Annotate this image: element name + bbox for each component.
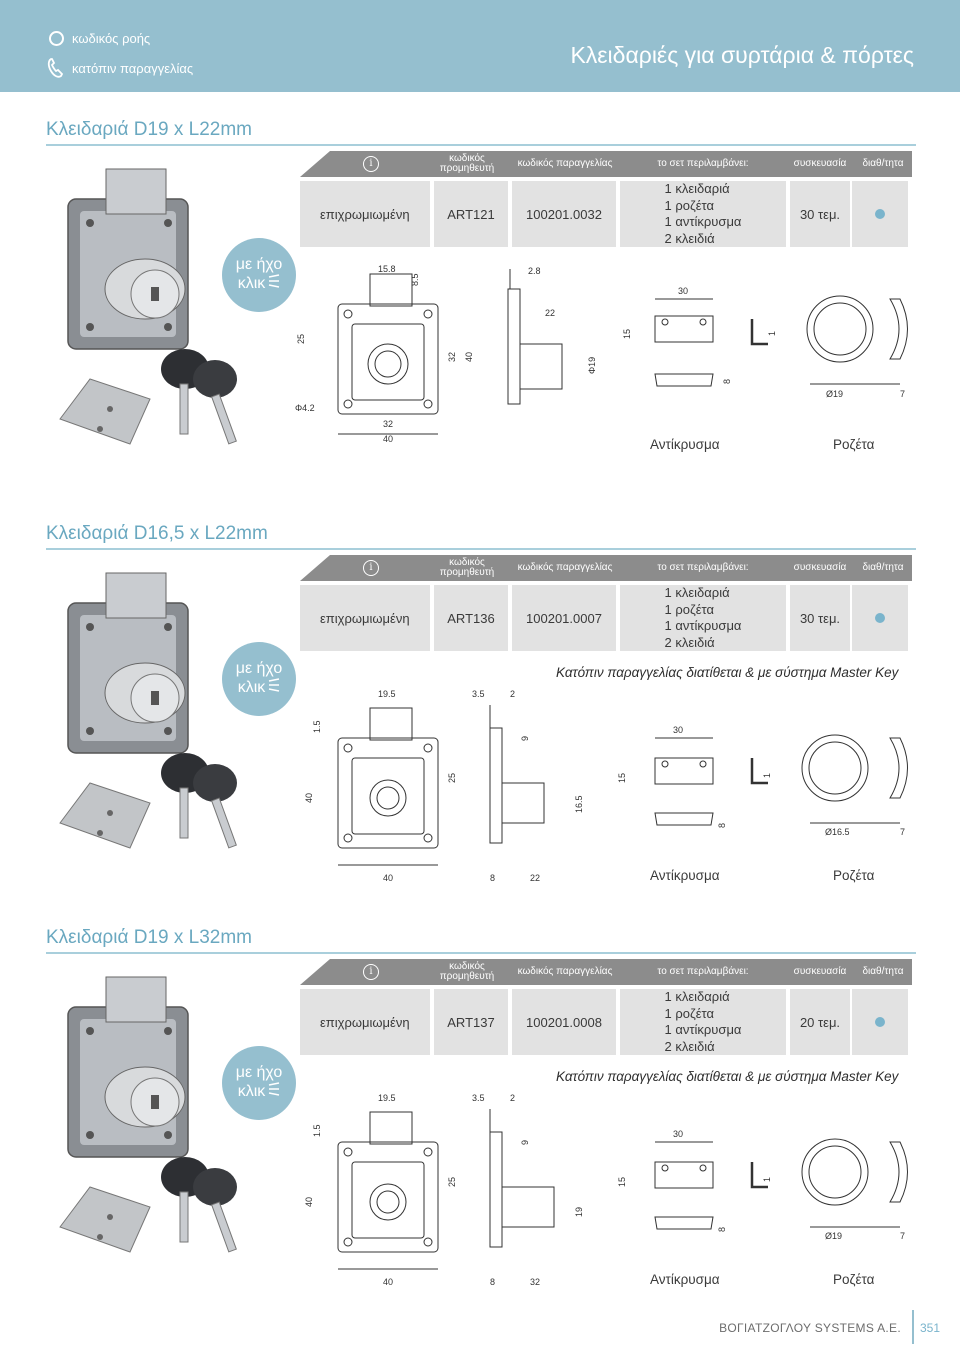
dimension-label: 25 xyxy=(447,772,457,783)
dimension-label: 40 xyxy=(383,873,394,883)
supplier-code-cell: ART121 xyxy=(434,181,508,247)
set-item: 1 ροζέτα xyxy=(664,1005,714,1021)
rosette-drawing xyxy=(807,296,908,384)
strike-caption: Αντίκρυσμα xyxy=(650,437,720,452)
rosette-caption: Ροζέτα xyxy=(833,868,875,883)
strike-plate-drawing xyxy=(655,299,768,386)
dimension-label: 9 xyxy=(520,735,530,741)
keys-photo xyxy=(161,753,237,848)
product-section xyxy=(0,927,960,1322)
strike-plate-drawing xyxy=(655,1142,768,1229)
click-sound-badge xyxy=(222,642,296,716)
dimension-label: 15 xyxy=(622,328,632,339)
th-set-includes: το σετ περιλαμβάνει: xyxy=(657,966,749,977)
strike-plate-photo xyxy=(60,1187,150,1252)
dimension-label: 2 xyxy=(510,1093,516,1103)
th-availability: διαθ/τητα xyxy=(862,158,904,169)
table-header xyxy=(300,151,912,177)
master-key-note: Κατόπιν παραγγελίας διατίθεται & με σύστημα Master Key xyxy=(556,1069,899,1084)
th-order-code: κωδικός παραγγελίας xyxy=(517,158,613,169)
technical-drawings xyxy=(290,673,920,888)
set-item: 2 κλειδιά xyxy=(664,634,715,650)
strike-caption: Αντίκρυσμα xyxy=(650,868,720,883)
dimension-label: 1 xyxy=(762,1176,772,1182)
dimension-label: 40 xyxy=(383,434,394,444)
dimension-label: 15.8 xyxy=(378,264,396,274)
lock-front-view xyxy=(338,1112,438,1269)
dimension-label: 22 xyxy=(530,873,541,883)
rosette-caption: Ροζέτα xyxy=(833,1272,875,1287)
th-set-includes: το σετ περιλαμβάνει: xyxy=(657,562,749,573)
dimension-label: 7 xyxy=(900,1231,906,1241)
order-code-cell: 100201.0032 xyxy=(512,181,616,247)
technical-drawings xyxy=(290,264,920,479)
dimension-label: 1.5 xyxy=(312,1124,322,1137)
set-item: 1 κλειδαριά xyxy=(664,585,730,600)
table-header xyxy=(300,555,912,581)
sound-waves-icon xyxy=(268,274,280,293)
set-item: 2 κλειδιά xyxy=(664,230,715,246)
click-sound-label-1: με ήχο xyxy=(235,1064,283,1081)
legend-order xyxy=(46,58,193,78)
dimension-label: 32 xyxy=(383,419,394,429)
lock-front-view xyxy=(338,274,438,434)
supplier-code-cell: ART136 xyxy=(434,585,508,651)
page-header xyxy=(0,0,960,92)
dimension-label: 19.5 xyxy=(378,689,396,699)
strike-plate-photo xyxy=(60,783,150,848)
dimension-label: 3.5 xyxy=(472,1093,485,1103)
packaging-cell: 20 τεμ. xyxy=(790,989,850,1055)
strike-plate-photo xyxy=(60,379,150,444)
product-photo xyxy=(40,159,270,459)
click-sound-badge xyxy=(222,1046,296,1120)
th-order-code: κωδικός παραγγελίας xyxy=(517,562,613,573)
dimension-label: 19 xyxy=(574,1206,584,1217)
dimension-label: Ø19 xyxy=(826,389,844,399)
dimension-label: 40 xyxy=(464,351,474,362)
strike-caption: Αντίκρυσμα xyxy=(650,1272,720,1287)
dimension-label: 40 xyxy=(304,1196,314,1207)
dimension-label: 40 xyxy=(383,1277,394,1287)
finish-cell: επιχρωμιωμένη xyxy=(300,989,430,1055)
dimension-label: 8 xyxy=(722,378,732,384)
dimension-label: 32 xyxy=(447,351,457,362)
set-includes-cell xyxy=(620,181,786,247)
circle-icon xyxy=(46,28,66,48)
lock-side-view xyxy=(490,705,544,843)
dimension-label: 1.5 xyxy=(312,720,322,733)
dimension-label: 15 xyxy=(617,1176,627,1187)
dimension-label: 25 xyxy=(296,333,306,344)
availability-cell xyxy=(852,181,908,247)
th-supplier-code: κωδικός προμηθευτή xyxy=(439,557,495,578)
dimension-label: 16.5 xyxy=(574,795,584,813)
supplier-code-cell: ART137 xyxy=(434,989,508,1055)
product-section xyxy=(0,119,960,514)
click-sound-label-2: κλικ xyxy=(237,275,266,292)
legend-order-label: κατόπιν παραγγελίας xyxy=(72,60,194,76)
dimension-label: Φ4.2 xyxy=(295,403,315,413)
keys-photo xyxy=(161,349,237,444)
order-code-cell: 100201.0007 xyxy=(512,585,616,651)
order-code-cell: 100201.0008 xyxy=(512,989,616,1055)
dimension-label: 19.5 xyxy=(378,1093,396,1103)
set-item: 1 ροζέτα xyxy=(664,197,714,213)
dimension-label: 1 xyxy=(767,330,777,336)
dimension-label: 8 xyxy=(717,822,727,828)
product-section xyxy=(0,523,960,918)
dimension-label: Ø19 xyxy=(825,1231,843,1241)
th-packaging: συσκευασία xyxy=(793,966,847,977)
set-item: 1 αντίκρυσμα xyxy=(664,1022,742,1037)
th-order-code: κωδικός παραγγελίας xyxy=(517,966,613,977)
dimension-label: 15 xyxy=(617,772,627,783)
dimension-label: 7 xyxy=(900,389,906,399)
rosette-drawing xyxy=(802,1139,908,1227)
page-title: Κλειδαριές για συρτάρια & πόρτες xyxy=(570,42,914,68)
lock-side-view xyxy=(490,1109,554,1247)
dimension-label: 22 xyxy=(545,308,556,318)
footer-company: ΒΟΓΙΑΤΖΟΓΛΟΥ SYSTEMS A.E. xyxy=(719,1321,901,1335)
master-key-note: Κατόπιν παραγγελίας διατίθεται & με σύστημα Master Key xyxy=(556,665,899,680)
strike-plate-drawing xyxy=(655,738,768,825)
set-item: 1 κλειδαριά xyxy=(664,989,730,1004)
dimension-label: 40 xyxy=(304,792,314,803)
product-title: Κλειδαριά D16,5 x L22mm xyxy=(46,523,268,544)
click-sound-label-2: κλικ xyxy=(237,1083,266,1100)
th-availability: διαθ/τητα xyxy=(862,966,904,977)
dimension-label: 2 xyxy=(510,689,516,699)
availability-dot-icon xyxy=(875,1017,885,1027)
set-includes-cell xyxy=(620,989,786,1055)
lock-side-view xyxy=(508,269,562,404)
lock-front-view xyxy=(338,708,438,865)
packaging-cell: 30 τεμ. xyxy=(790,585,850,651)
availability-dot-icon xyxy=(875,209,885,219)
th-availability: διαθ/τητα xyxy=(862,562,904,573)
product-photo xyxy=(40,967,270,1267)
lock-photo xyxy=(68,977,188,1157)
info-icon: i xyxy=(360,959,382,985)
dimension-label: 3.5 xyxy=(472,689,485,699)
phone-icon xyxy=(46,58,66,78)
dimension-label: 30 xyxy=(673,1129,684,1139)
click-sound-label-1: με ήχο xyxy=(235,660,283,677)
click-sound-badge xyxy=(222,238,296,312)
th-packaging: συσκευασία xyxy=(793,158,847,169)
packaging-cell: 30 τεμ. xyxy=(790,181,850,247)
footer-divider xyxy=(912,1310,914,1344)
section-divider xyxy=(46,952,916,954)
legend-flow-code xyxy=(46,28,150,48)
dimension-label: 30 xyxy=(678,286,689,296)
set-item: 1 ροζέτα xyxy=(664,601,714,617)
dimension-label: 9 xyxy=(520,1139,530,1145)
rosette-caption: Ροζέτα xyxy=(833,437,875,452)
availability-cell xyxy=(852,989,908,1055)
dimension-label: Ø16.5 xyxy=(825,827,850,837)
dimension-label: 30 xyxy=(673,725,684,735)
finish-cell: επιχρωμιωμένη xyxy=(300,181,430,247)
set-includes-cell xyxy=(620,585,786,651)
dimension-label: 7 xyxy=(900,827,906,837)
dimension-label: 32 xyxy=(530,1277,541,1287)
section-divider xyxy=(46,144,916,146)
finish-cell: επιχρωμιωμένη xyxy=(300,585,430,651)
dimension-label: 1 xyxy=(762,772,772,778)
sound-waves-icon xyxy=(268,678,280,697)
click-sound-label-1: με ήχο xyxy=(235,256,283,273)
info-icon: i xyxy=(360,151,382,177)
availability-cell xyxy=(852,585,908,651)
dimension-label: 8 xyxy=(490,873,496,883)
dimension-label: 8 xyxy=(717,1226,727,1232)
legend-flow-code-label: κωδικός ροής xyxy=(72,30,151,46)
availability-dot-icon xyxy=(875,613,885,623)
technical-drawings xyxy=(290,1077,920,1292)
set-item: 2 κλειδιά xyxy=(664,1038,715,1054)
rosette-drawing xyxy=(802,735,908,823)
dimension-label: 25 xyxy=(447,1176,457,1187)
dimension-label: 8 xyxy=(490,1277,496,1287)
th-supplier-code: κωδικός προμηθευτή xyxy=(439,961,495,982)
lock-photo xyxy=(68,169,188,349)
product-title: Κλειδαριά D19 x L32mm xyxy=(46,927,252,948)
set-item: 1 κλειδαριά xyxy=(664,181,730,196)
product-title: Κλειδαριά D19 x L22mm xyxy=(46,119,252,140)
dimension-label: Φ19 xyxy=(587,356,597,374)
set-item: 1 αντίκρυσμα xyxy=(664,214,742,229)
sound-waves-icon xyxy=(268,1082,280,1101)
dimension-label: 8.5 xyxy=(410,273,420,286)
info-icon: i xyxy=(360,555,382,581)
th-supplier-code: κωδικός προμηθευτή xyxy=(439,153,495,174)
section-divider xyxy=(46,548,916,550)
click-sound-label-2: κλικ xyxy=(237,679,266,696)
keys-photo xyxy=(161,1157,237,1252)
product-photo xyxy=(40,563,270,863)
set-item: 1 αντίκρυσμα xyxy=(664,618,742,633)
th-set-includes: το σετ περιλαμβάνει: xyxy=(657,158,749,169)
dimension-label: 2.8 xyxy=(528,266,541,276)
table-header xyxy=(300,959,912,985)
th-packaging: συσκευασία xyxy=(793,562,847,573)
page-number: 351 xyxy=(920,1321,941,1335)
lock-photo xyxy=(68,573,188,753)
